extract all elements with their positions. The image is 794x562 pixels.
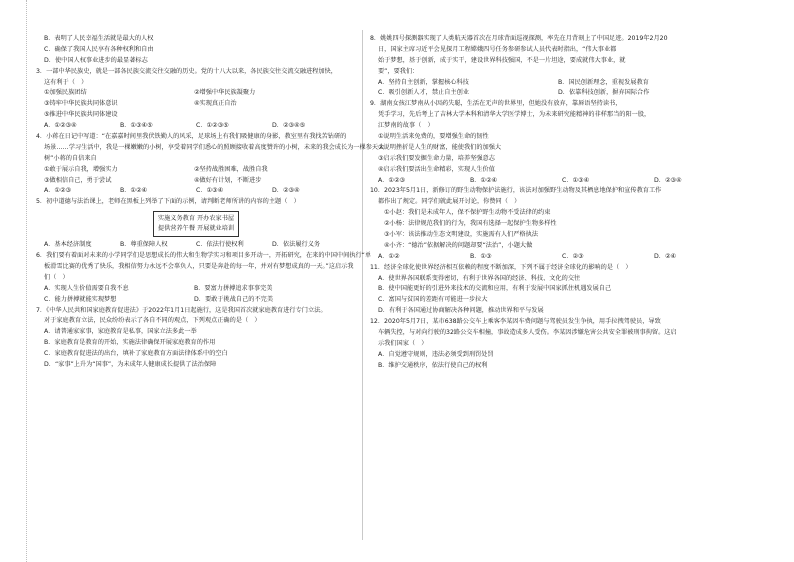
q8-stem-cont2: 始于梦想，基于创新，成于实干，建设世界科技强国，不是一片坦途，要成就伟大事业，就 (378, 56, 626, 64)
q7-option-d: D．“家事”上升为“国事”，为未成年人健康成长提供了法治保障 (44, 361, 217, 369)
q8-options-row2 (370, 88, 764, 99)
q4-sub-1: ①敢于展示自我，增强实力 (44, 165, 118, 173)
q6-option-b: B．要富力拼搏追求事事完美 (194, 284, 273, 292)
q10-stem-cont: 都作出了规定。同学们就此展开讨论，你赞同（ ） (378, 198, 521, 206)
q3-option-b: B．①③④⑤ (120, 122, 153, 130)
q10-option-a: A．①② (378, 252, 400, 260)
q7-option-a: A．请普通家家事，家庭教育是私事，国家立法多此一举 (44, 328, 197, 336)
column-divider (362, 30, 363, 540)
q5-option-c: C．依法行使权利 (196, 241, 244, 249)
q10-sub-3: ③小军：该法推动生态文明建设，实施需有人们严格执法 (384, 231, 539, 239)
q5-box-row (36, 208, 356, 240)
q8-option-a: A．坚持自主创新，掌握核心科技 (378, 78, 469, 86)
q6-stem: 6．我们要有着面对未来的小学同学们是思想成长的伟大和生物学实习和项目多开动一，开拓研究，在来的中国中间执行“单 (36, 252, 372, 260)
q3-sub-5: ⑤推进中华民族共同体建设 (44, 111, 118, 119)
q9-option-d: D．②③④ (654, 176, 682, 184)
q9-sub-3: ③启示我们要发掘生命力量，培养坚强意志 (378, 154, 495, 162)
q9-sub-2: ②说明挫折是人生的财富，能使我们的加强大 (378, 143, 502, 151)
q9-sub-4: ④启示我们要活出生命精彩，实现人生价值 (378, 165, 495, 173)
q11-option-a: A．使世界各国联系变得密切，有利于世界各国的经济、科技、文化的交往 (378, 274, 581, 282)
q3-sub-1: ①加强民族团结 (44, 89, 87, 97)
q9-stem: 9．湖南女孩江梦南从小因药失聪，生活在无声的世界里，但她没有放弃，靠唇语坚持读书， (370, 100, 622, 108)
q5-option-a: A．基本经济制度 (44, 241, 92, 249)
q8-option-b: B．国民创新理念，重视发展教育 (558, 78, 649, 86)
q6-stem-cont2: 们（ ） (44, 273, 69, 281)
q3-subitems-row1 (36, 88, 356, 99)
q3-option-d: D．②③④⑤ (272, 122, 306, 130)
q3-options (36, 121, 356, 132)
q5-example-box (153, 211, 239, 237)
q8-stem: 8．姚姚四号探测器实现了人类航天器首次在月球背面巡视探测，率先在月背刻上了中国足迹。2019年2月20 (370, 35, 668, 42)
q3-stem: 3．一部中华民族史，就是一部各民族交流交往交融的历史。党的十八大以来，各民族交往交流交融进程加快， (36, 67, 337, 75)
q7-stem: 7．《中华人民共和国家庭教育促进法》于2022年1月1日起施行，这是我国首次就家庭教育进行专门立法。 (36, 306, 327, 314)
q10-sub-1: ①小赵：我们是未成年人，保不保护野生动物不受法律的约束 (384, 209, 551, 217)
q5-box-line2: 提供营养午餐 开展就业培训 (157, 225, 235, 233)
left-column (36, 34, 385, 371)
q10-options (370, 252, 764, 263)
q3-option-c: C．①②③⑤ (196, 122, 229, 130)
q2-option-c: C．确保了我国人民享有各种权利和自由 (44, 45, 154, 53)
q10-sub-4: ④小齐：“德治”依据解决的问题却要“法治”，小题大做 (384, 241, 533, 249)
q6-option-a: A．实现人生价值需要自我不息 (44, 284, 129, 292)
q10-sub-2: ②小杨：法律规范我们的行为，我国有选择一起保护生物多样性 (384, 220, 557, 228)
q4-stem-cont: 场景……学习生活中，我是一棵嫩嫩的小树，享受着同学们悉心的照顾接收着高度赞许的小树，未来的我会成长为一棵参天大 (44, 143, 385, 151)
q4-stem-cont2: 树”小蒋的自信来自 (44, 154, 97, 162)
q9-sub-1: ①说明生活来免费的，要增强生命的韧性 (378, 133, 489, 141)
q9-option-b: B．①②④ (470, 176, 498, 184)
q3-sub-4: ④实现真正自治 (194, 100, 237, 108)
q3-sub-2: ②增强中华民族凝聚力 (194, 89, 256, 97)
q12-stem-cont: 车辆失控，与对向行驶的32路公交车相撞，事故造成多人受伤。李某因涉嫌危害公共安全罪被刑事拘留。这启 (378, 329, 677, 337)
binding-margin (0, 0, 27, 562)
q9-stem-cont: 凭手学习，先后考上了吉林大学本科和清华大学医学博士，为未来研究能精神的非样那当的阳一股， (378, 111, 651, 119)
q6-option-c: C．能力拼搏就能实现梦想 (44, 295, 117, 303)
q12-option-a: A．自觉遵守规则，违法必须受到刑罚处罚 (378, 350, 494, 358)
q7-stem-cont: 对于家庭教育立法，民众纷纷表示了各自不同的观点，下列观点正确的是（ ） (44, 317, 261, 325)
q4-option-c: C．①③④ (196, 187, 224, 195)
q5-options (36, 240, 356, 251)
q6-options-row2 (36, 295, 356, 306)
q9-stem-cont2: 江梦南的故事（ ） (378, 122, 434, 130)
q8-option-d: D．依靠科技创新，摒弃国际合作 (558, 89, 650, 97)
q4-sub-3: ③做相信自己，勇于尝试 (44, 176, 112, 184)
q12-stem-cont2: 示我们国家（ ） (378, 339, 428, 347)
q5-stem: 5．初中道德与法治课上，老师在黑板上列举了下面的示例，请判断老师所讲的内容的主题（ ） (36, 198, 300, 206)
q6-option-d: D．要敢于挑战自己的不完美 (194, 295, 274, 303)
q4-option-d: D．②③④ (272, 187, 300, 195)
q12-stem: 12．2020年5月7日，某市638路公交车上乘客李某因车费问题与驾驶员发生争执，用手拉拽驾驶员，导致 (370, 318, 661, 326)
q5-option-d: D．依法履行义务 (272, 241, 321, 249)
q10-option-c: C．②③ (562, 252, 584, 260)
q4-sub-2: ②坚持战胜困难，战胜自我 (194, 165, 268, 173)
q2-option-b: B．表明了人民幸福生活就是最大的人权 (44, 35, 154, 42)
q7-option-c: C．家庭教育促进法的出台，填补了家庭教育方面法律体系中的空白 (44, 350, 228, 358)
q8-option-c: C．吸引创新人才，禁止自主创业 (378, 89, 469, 97)
q4-options (36, 186, 356, 197)
q6-options-row1 (36, 284, 356, 295)
q5-box-line1: 实施义务教育 开办农家书屋 (157, 215, 235, 223)
q4-subitems-row2 (36, 176, 356, 187)
q4-option-b: B．①②④ (120, 187, 148, 195)
q9-option-a: A．①②③ (378, 176, 406, 184)
q10-option-b: B．①③ (470, 252, 492, 260)
q11-option-c: C．富国与贫国的差距有可能进一步拉大 (378, 296, 488, 304)
q9-options (370, 176, 764, 187)
q4-stem: 4．小蒋在日记中写道：“在嘉嘉时间里我伏铁勤人的风采，足球场上有我们吸健康的身影，教室里有我找苦钻研的 (36, 133, 347, 141)
q12-option-b: B．维护交通秩序，依法行使自己的权利 (378, 361, 488, 369)
q4-sub-4: ④做好有计划，不断进步 (194, 176, 262, 184)
q8-stem-cont: 日，国家主席习近平会见探月工程嫦娥四号任务参研参试人员代表时指出，“伟大事业都 (378, 45, 617, 53)
q11-option-d: D．有利于各国通过协商解决各种问题，推动世界和平与发展 (378, 307, 544, 315)
q9-option-c: C．①③④ (562, 176, 590, 184)
q3-subitems-row2 (36, 99, 356, 110)
q8-stem-cont3: 要”，要我们： (378, 67, 419, 75)
q3-sub-3: ③铸牢中华民族共同体意识 (44, 100, 118, 108)
q6-stem-cont: 板滑雪比赛的优秀了快乐，我相信努力永远不会辜负人，只要是奔赴的每一年，并对有梦想成真的一天。”这启示我 (44, 263, 354, 271)
q8-options-row1 (370, 78, 764, 89)
q11-option-b: B．使中国能更好的引进外来技术的交流和应用，有利于发展中国家抓住机遇发展自己 (378, 285, 612, 293)
q10-option-d: D．②④ (654, 252, 677, 260)
q10-stem: 10．2023年5月1日，新修订的野生动物保护法施行，该法对加强野生动物及其栖息地保护和宣传教育工作 (370, 187, 662, 195)
right-column (370, 34, 764, 372)
q3-option-a: A．①②③④ (44, 122, 77, 130)
q4-subitems-row1 (36, 165, 356, 176)
q3-stem-cont: 这有利于（ ） (44, 78, 88, 86)
q4-option-a: A．①②③ (44, 187, 72, 195)
q11-stem: 11．经济全球化使世界经济相互依赖的程度不断加深，下列不属于经济全球化的影响的是（ ） (370, 263, 632, 271)
q7-option-b: B．家庭教育是教育的开始，实施法律确保开展家庭教育的作用 (44, 339, 216, 347)
q5-option-b: B．尊重保障人权 (120, 241, 168, 249)
q2-option-d: D．使中国人权事业进步的最显著标志 (44, 56, 148, 64)
